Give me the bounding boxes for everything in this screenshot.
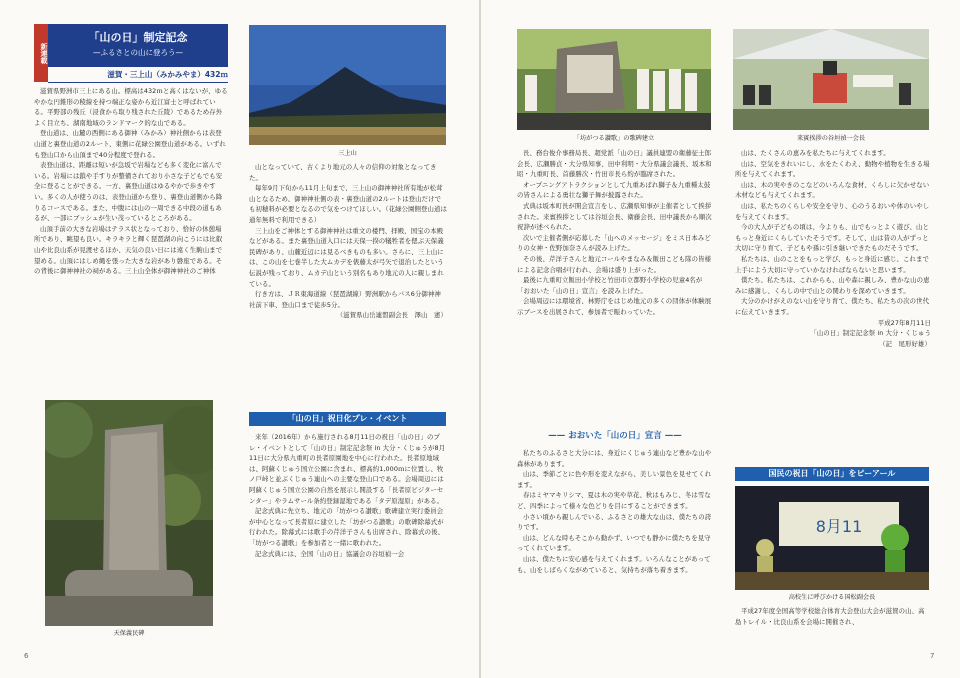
paragraph: 小さい頃から親しんでいる、ふるさとの雄大な山は、僕たちの誇りです。 — [517, 512, 712, 532]
paragraph: 私たちのふるさと大分には、身近にくじゅう連山など豊かな山や森林があります。 — [517, 449, 712, 468]
paragraph: 次いで主催者側が応募した「山へのメッセージ」をミス日本みどりの女神・佐野加奈さんが読み上げた。 — [517, 233, 711, 253]
paragraph: オープニングアトラクションとして九重あばれ獅子＆九重種太鼓の皆さんによる勇壮な獅子舞が披露された。 — [517, 180, 711, 200]
left-page — [0, 0, 479, 678]
paragraph: 三上山をご神体とする御神神社は重文の楼門、拝殿、国宝の本殿などがある。また裏登山道入口には天保一揆の犠牲者を偲ぶ天保義民碑があり、山麓近辺には見るべきものも多い。さらに、三上山には、この山を七巻半した大ムカデを俵藤太が弓矢で退治したという伝説が残っており、ムカデ山という別名もあり地元の人に親しまれている。 — [249, 226, 444, 288]
declaration-column-2 — [735, 148, 931, 460]
paragraph: 長、務台俊介事務局長、超党派「山の日」議員連盟の衛藤征士郎会長、広瀬勝貞・大分県知事、田中利明・大分県議会議長、坂本和昭・九重町長、首藤勝次・竹田市長ら約が臨席された。 — [517, 149, 712, 179]
paragraph: 私たちは、山のことをもっと学び、もっと身近に感じ、これまで上手によう大切に守っていかなければならないと思います。 — [735, 254, 929, 274]
article-title: 「山の日」制定記念 — [88, 31, 188, 44]
pr-event-photo — [735, 486, 929, 590]
song-monument-photo — [517, 29, 711, 130]
monument-photo — [45, 400, 213, 626]
pr-column — [735, 606, 931, 646]
event-section-title: 「山の日」祝日化プレ・イベント — [249, 412, 446, 426]
paragraph: 春はミヤマキリシマ、夏は木の実や草花、秋はもみじ、冬は雪など、四季によって様々な色どりを目にすることができます。 — [517, 491, 711, 510]
banner-date-text: 8月11 — [815, 517, 863, 536]
paragraph: 最後に九重町立飯田小学校と竹田市立都野小学校の児童4名が「おおいた「山の日」宣言」を読み上げた。 — [517, 276, 703, 295]
declaration-event: 「山の日」制定記念祭 in 大分・くじゅう — [810, 329, 931, 338]
speech-photo — [733, 29, 929, 130]
monument-caption: 天保義民碑 — [113, 630, 145, 637]
pr-section-title: 国民の祝日「山の日」をピーアール — [735, 467, 929, 481]
author-signature: （滋賀県山岳連盟副会長 澤山 憲） — [336, 311, 447, 320]
declaration-date: 平成27年8月11日 — [877, 318, 931, 327]
paragraph: 山は、僕たちに安心感を与えてくれます。いろんなことがあっても、山をしばらくながめていると、気持ちが落ち着きます。 — [517, 554, 711, 574]
article-column-1 — [34, 86, 228, 398]
event-column — [249, 432, 447, 642]
song-monument-caption: 「坊がつる讃歌」の歌碑建立 — [573, 135, 655, 142]
paragraph: 行き方は、ＪＲ東海道線（琵琶湖線）野洲駅からバス6分御神神社前下車、登山口まで徒歩5分。 — [249, 290, 441, 309]
paragraph: 記念式典には、全国「山の日」協議会の谷垣禎一会 — [255, 549, 405, 558]
mountain-caption: 三上山 — [338, 150, 357, 157]
paragraph: 山は、たくさんの恵みを私たちに与えてくれます。 — [741, 149, 890, 157]
paragraph: 山となっていて、古くより地元の人々の信仰の対象となってきた。 — [249, 163, 437, 182]
paragraph: 山は、木の実やきのこなどのいろんな食材、くらしに欠かせない木材なども与えてくれます。 — [735, 180, 930, 200]
paragraph: 登山道は、山麓の西側にある御神（みかみ）神社側からは表登山道と裏登山道の2ルート、東側に花緑公園登山道がある。いずれも登山口から山頂まで40分程度で登れる。 — [34, 129, 226, 159]
right-page — [481, 0, 960, 678]
paragraph: その後、芹洋子さんと地元コールやまなみ＆飯田こども隊の皆様による記念合唱が行われ、会場は盛り上がった。 — [517, 254, 712, 274]
paragraph: 大分のかけがえのない山を守り育て、僕たち、私たちの次の世代に伝えていきます。 — [735, 297, 930, 316]
paragraph: 山は、どんな時もそこから動かず、いつでも静かに僕たちを見守ってくれています。 — [517, 533, 711, 553]
paragraph: 山は、季節ごとに色や形を変えながら、美しい景色を見せてくれます。 — [517, 470, 712, 489]
mountain-location: 滋賀・三上山（みかみやま）432ｍ — [48, 67, 228, 83]
page-number: 6 — [24, 652, 29, 660]
paragraph: 山頂手前の大きな岩場はテラス状となっており、恰好の休憩場所であり、眺望も良い。キラキラと輝く琵琶湖の向こうには比叡山や比良山系が見渡せるほか、天気の良い日には遠く生駒山まで望める。山頂にはしめ縄を張った大きな岩があり磐座である。その背後に御神神社の祠がある。三上山全体が御神神社のご神体 — [34, 224, 223, 276]
declaration-title: —— おおいた「山の日」宣言 —— — [548, 431, 682, 441]
paragraph: 平成27年度全国高等学校総合体育大会登山大会が滋賀の山、高島トレイル・比良山系を会場に開催され、 — [735, 607, 925, 626]
paragraph: 会場周辺には環境省、林野庁をはじめ地元の多くの団体が体験展示ブースを出展されて、参加者で賑わっていた。 — [517, 297, 712, 316]
paragraph: 表登山道は、距離は短いが急坂で岩場なども多く変化に富んでいる。岩場には鎖や手すりが整備されており小さな子どもでも安全に登ることができる。一方、裏登山道はゆるやかで歩きやすい。多くの人が使うのは、表登山道から登り、裏登山道側から降りるコースである。また、中腹には山の一周できる中段の道もあるが、一部にブッシュが生い茂っているところがある。 — [34, 161, 223, 223]
declaration-title-text: おおいた「山の日」宣言 — [568, 431, 662, 441]
paragraph: 記念式典に先立ち、地元の「坊がつる讃歌」歌碑建立実行委員会が中心となって長者原に建立した「坊がつる讃歌」の歌碑除幕式が行われた。除幕式には歌手の芹洋子さんも出席され、除幕式の後、「坊がつる讃歌」を参加者と一緒に歌われた。 — [249, 507, 445, 547]
article-subtitle: —ふるさとの山に登ろう— — [93, 48, 183, 57]
page-number: 7 — [930, 652, 935, 660]
series-tag: 新連載 — [34, 24, 48, 82]
pr-event-caption: 高校生に呼びかける国松副会長 — [788, 594, 876, 601]
paragraph: 山は、空気をきれいにし、水をたくわえ、動物や植物を生きる場所を与えてくれます。 — [735, 159, 930, 179]
paragraph: 式典は坂本町長が開会宣言をし、広瀬県知事が主催者として挨拶された。来賓挨拶としては谷垣会長、衛藤会長、田中議長から順次祝辞が述べられた。 — [517, 201, 712, 232]
article-header — [34, 24, 228, 82]
header-banner — [48, 24, 228, 67]
article-column-2 — [249, 162, 447, 398]
report-column — [517, 148, 713, 420]
paragraph: 来年（2016年）から施行される8月11日の祝日「山の日」のプレ・イベントとして「山の日」制定記念祭 in 大分・くじゅうが8月11日に大分県九重町の長者原園地を中心に行われた。長者原地域は、阿蘇くじゅう国立公園に含まれ、標高約1,000ｍに位置し、牧ノ戸峠と並ぶくじゅう連山への主要な登山口である。会場周辺には阿蘇くじゅう国立公園の自然を展示し開設する「長者原ビジターセンター」やラムサール条約登録湿地である「タデ原湿原」がある。 — [249, 433, 446, 505]
declaration-column-1 — [517, 448, 713, 642]
speech-caption: 来賓挨拶の谷垣禎一会長 — [796, 135, 866, 142]
paragraph: 毎年9月下旬から11月上旬まで、三上山の御神神社所有地が松茸山となるため、御神神社側の表・裏登山道の2ルートは登山だけでも初穂料が必要となるので気をつけてほしい。（花緑公園側登山道は通年無料で利用できる） — [249, 184, 447, 224]
paragraph: 今の大人が子どもの頃は、今よりも、山でもっとよく遊び、山ともっと身近にくらしていたそうです。そして、山は昔の人がずっと大切に守り育て、子どもや孫に引き継いできたものだそうです。 — [735, 223, 929, 253]
paragraph: 山は、私たちのくらしや安全を守り、心のうるおいや体のいやしを与えてくれます。 — [735, 201, 930, 221]
paragraph: 滋賀県野洲市三上にある山。標高は432ｍと高くはないが、ゆるやかな円錐形の稜線を持つ端正な姿から近江富士と呼ばれている。平野部の残丘（浸食から取り残された丘陵）であるため存外よく目立ち、湖南地域のランドマーク的な山である。 — [34, 87, 228, 127]
report-author: （記 尾形好雄） — [879, 339, 931, 348]
mountain-photo — [249, 25, 446, 145]
paragraph: 僕たち、私たちは、これからも、山や森に親しみ、豊かな山の恵みに感謝し、くらしの中で山との関わりを深めていきます。 — [735, 276, 930, 295]
